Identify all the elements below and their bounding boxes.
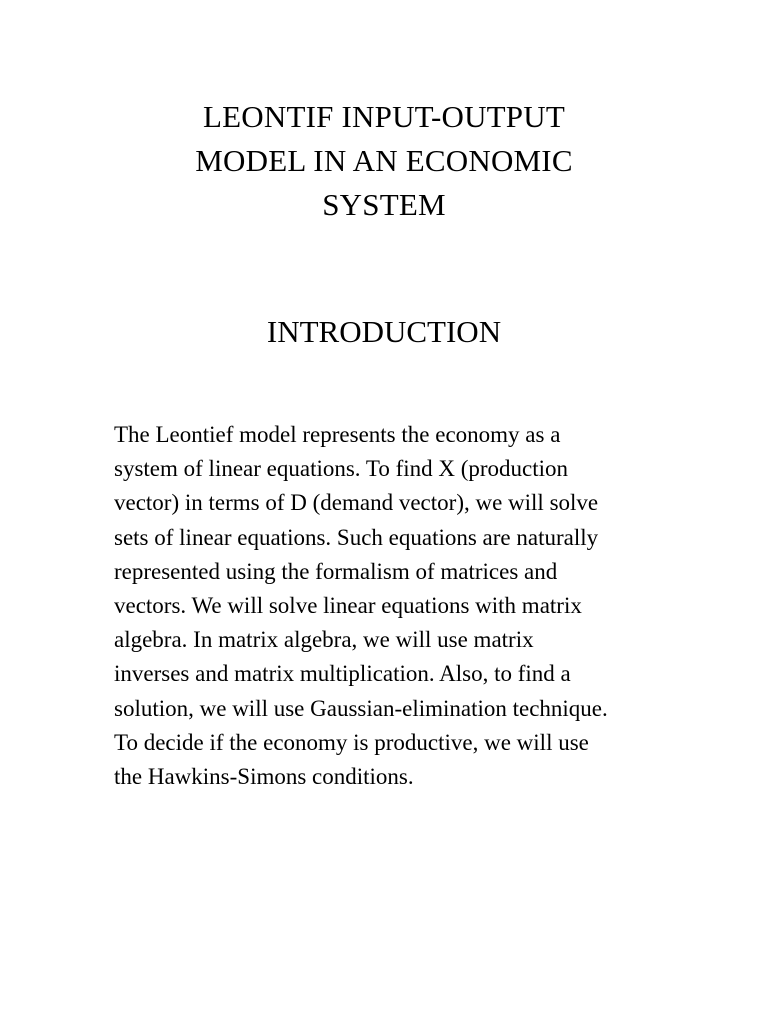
paragraph-line: The Leontief model represents the economy as a <box>114 422 561 447</box>
paragraph-line: inverses and matrix multiplication. Also, to find a <box>114 661 571 687</box>
paragraph-line: To decide if the economy is productive, we will use <box>114 729 589 755</box>
title-line: MODEL IN AN ECONOMIC <box>195 143 573 178</box>
introduction-paragraph <box>114 418 674 794</box>
paragraph-line: system of linear equations. To find X (production <box>114 456 569 482</box>
paragraph-line: vector) in terms of D (demand vector), we will solve <box>114 490 599 516</box>
paragraph-line: represented using the formalism of matrices and <box>114 558 558 584</box>
title-line: SYSTEM <box>322 187 446 222</box>
document-title <box>0 95 768 227</box>
paragraph-line: algebra. In matrix algebra, we will use matrix <box>114 627 534 653</box>
title-line: LEONTIF INPUT-OUTPUT <box>203 99 565 134</box>
section-heading-introduction: INTRODUCTION <box>266 314 502 349</box>
paragraph-line: solution, we will use Gaussian-elimination technique. <box>114 695 608 721</box>
paragraph-line: the Hawkins-Simons conditions. <box>114 764 414 790</box>
paragraph-line: vectors. We will solve linear equations with matrix <box>114 593 582 619</box>
paragraph-line: sets of linear equations. Such equations are naturally <box>114 524 599 550</box>
